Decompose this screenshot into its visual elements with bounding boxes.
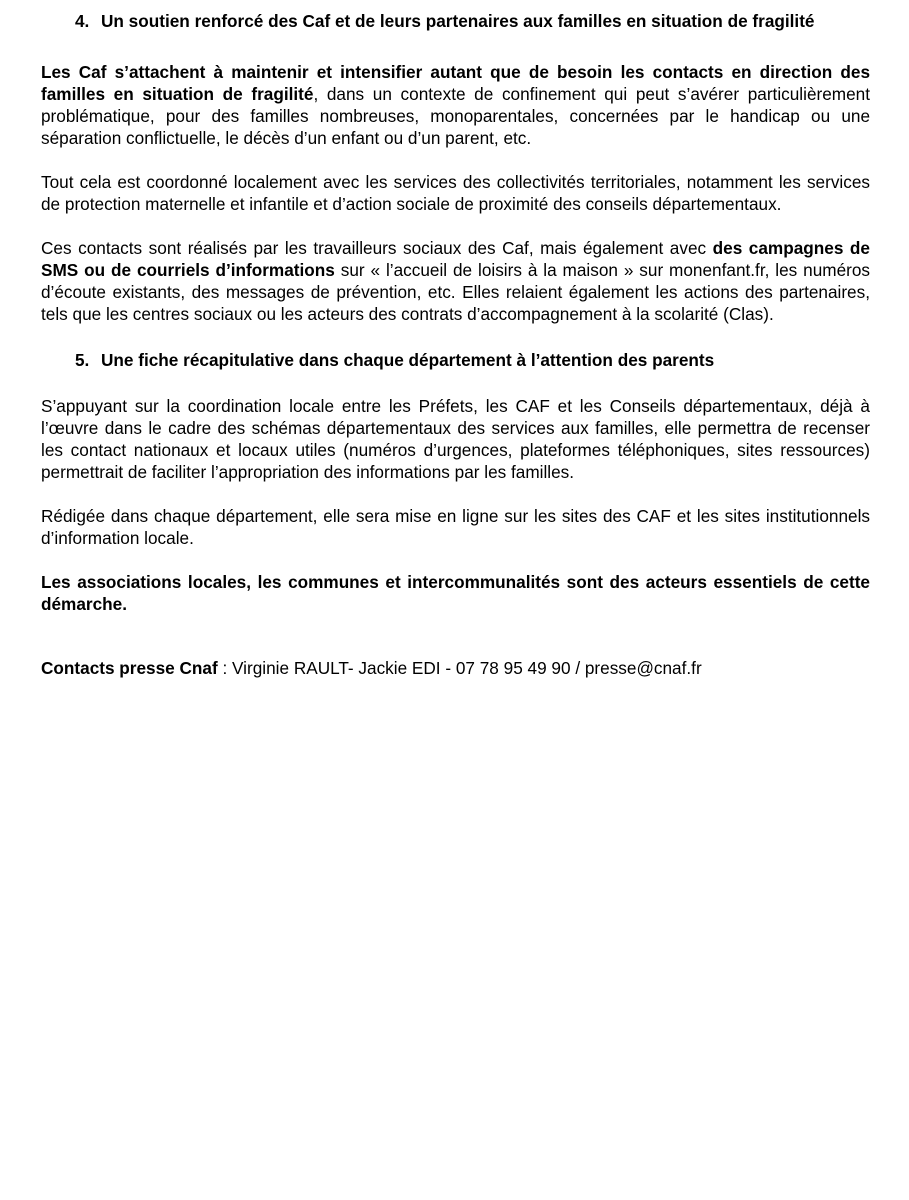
section-4-number: 4. — [75, 11, 90, 31]
paragraph-online-publication: Rédigée dans chaque département, elle sera mise en ligne sur les sites des CAF et les sites institutionnels d’information locale. — [41, 506, 870, 548]
document-page — [41, 10, 870, 679]
paragraph-caf-contacts-text: , dans un contexte de confinement qui peut s’avérer particulièrement problématique, pour des familles nombreuses, monoparentales, concernées par le handicap ou une séparation conflictuelle, le décès d’un enfant ou d’un parent, etc. — [41, 84, 870, 148]
paragraph-social-workers-start: Ces contacts sont réalisés par les travailleurs sociaux des Caf, mais également avec — [41, 238, 713, 258]
press-contacts-details: : Virginie RAULT- Jackie EDI - 07 78 95 49 90 / presse@cnaf.fr — [217, 658, 702, 678]
paragraph-caf-contacts — [41, 61, 870, 149]
paragraph-social-workers — [41, 237, 870, 325]
section-4-title: Un soutien renforcé des Caf et de leurs partenaires aux familles en situation de fragilité — [101, 11, 815, 31]
section-5-title: Une fiche récapitulative dans chaque département à l’attention des parents — [101, 350, 715, 370]
section-4-heading — [41, 10, 870, 32]
section-5-heading — [41, 349, 870, 371]
paragraph-local-associations: Les associations locales, les communes et intercommunalités sont des acteurs essentiels de cette démarche. — [41, 572, 870, 614]
section-5-number: 5. — [75, 350, 90, 370]
paragraph-local-coordination: Tout cela est coordonné localement avec les services des collectivités territoriales, notamment les services de protection maternelle et infantile et d’action sociale de proximité des conseils départementaux. — [41, 172, 870, 214]
paragraph-social-workers-bold: des campagnes de SMS ou de courriels d’informations — [41, 238, 870, 280]
press-contacts — [41, 657, 870, 679]
paragraph-prefets-coordination: S’appuyant sur la coordination locale entre les Préfets, les CAF et les Conseils départementaux, déjà à l’œuvre dans le cadre des schémas départementaux des services aux familles, elle permettra de recenser les contact nationaux et locaux utiles (numéros d’urgences, plateformes téléphoniques, sites ressources) permettrait de faciliter l’appropriation des informations par les familles. — [41, 396, 870, 482]
press-contacts-label: Contacts presse Cnaf — [41, 658, 218, 678]
paragraph-caf-contacts-bold: Les Caf s’attachent à maintenir et intensifier autant que de besoin les contacts en direction des familles en situation de fragilité — [41, 62, 870, 104]
paragraph-social-workers-rest: sur « l’accueil de loisirs à la maison » sur monenfant.fr, les numéros d’écoute existants, des messages de prévention, etc. Elles relaient également les actions des partenaires, tels que les centres sociaux ou les acteurs des contrats d’accompagnement à la scolarité (Clas). — [41, 260, 871, 324]
